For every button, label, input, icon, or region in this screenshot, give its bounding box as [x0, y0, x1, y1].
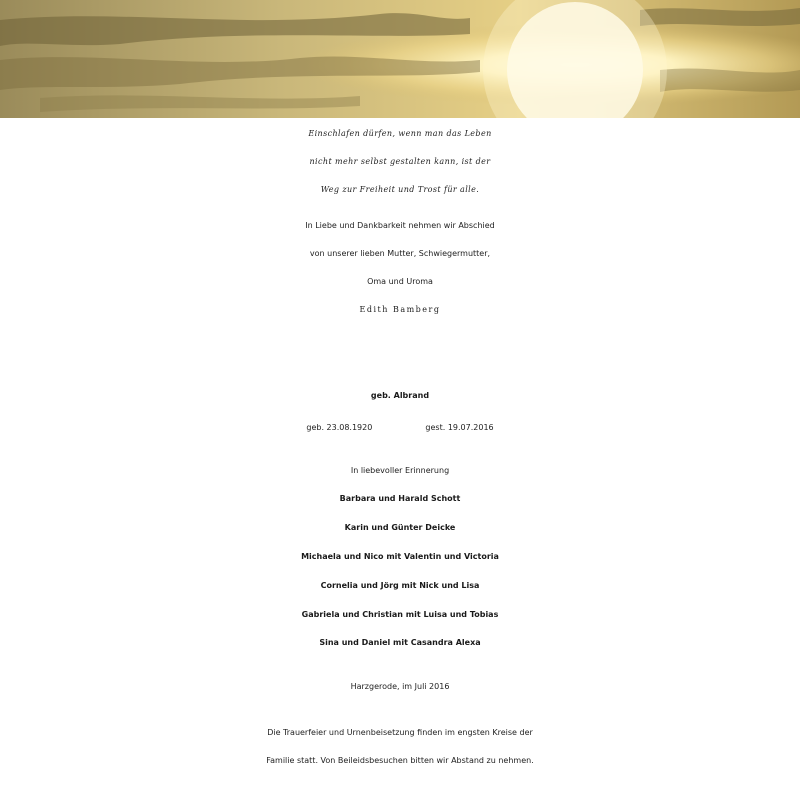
- memory-heading: In liebevoller Erinnerung: [350, 466, 450, 475]
- mourner-line: Karin und Günter Deicke: [344, 523, 456, 532]
- footer-line: Die Trauerfeier und Urnenbeisetzung finden im engsten Kreise der: [267, 728, 533, 737]
- mourner-line: Cornelia und Jörg mit Nick und Lisa: [320, 581, 480, 590]
- place-date: Harzgerode, im Juli 2016: [350, 682, 450, 691]
- intro-line: In Liebe und Dankbarkeit nehmen wir Abschied: [305, 221, 495, 230]
- mourner-line: Sina und Daniel mit Casandra Alexa: [319, 638, 481, 647]
- mourner-line: Michaela und Nico mit Valentin und Victoria: [301, 552, 499, 561]
- mourner-line: Barbara und Harald Schott: [339, 494, 461, 503]
- footer-line: Familie statt. Von Beileidsbesuchen bitten wir Abstand zu nehmen.: [266, 756, 534, 765]
- poem-line: nicht mehr selbst gestalten kann, ist der: [309, 157, 491, 166]
- intro-line: von unserer lieben Mutter, Schwiegermutter,: [309, 249, 491, 258]
- sunset-header-image: [0, 0, 800, 118]
- poem-line: Einschlafen dürfen, wenn man das Leben: [308, 129, 492, 138]
- death-date: gest. 19.07.2016: [425, 423, 494, 432]
- life-dates: [0, 423, 800, 432]
- deceased-name: Edith Bamberg: [359, 305, 441, 314]
- poem-line: Weg zur Freiheit und Trost für alle.: [320, 185, 480, 194]
- intro-line: Oma und Uroma: [367, 277, 433, 286]
- mourner-line: Gabriela und Christian mit Luisa und Tobias: [301, 610, 499, 619]
- maiden-name: geb. Albrand: [370, 391, 430, 400]
- birth-date: geb. 23.08.1920: [306, 423, 373, 432]
